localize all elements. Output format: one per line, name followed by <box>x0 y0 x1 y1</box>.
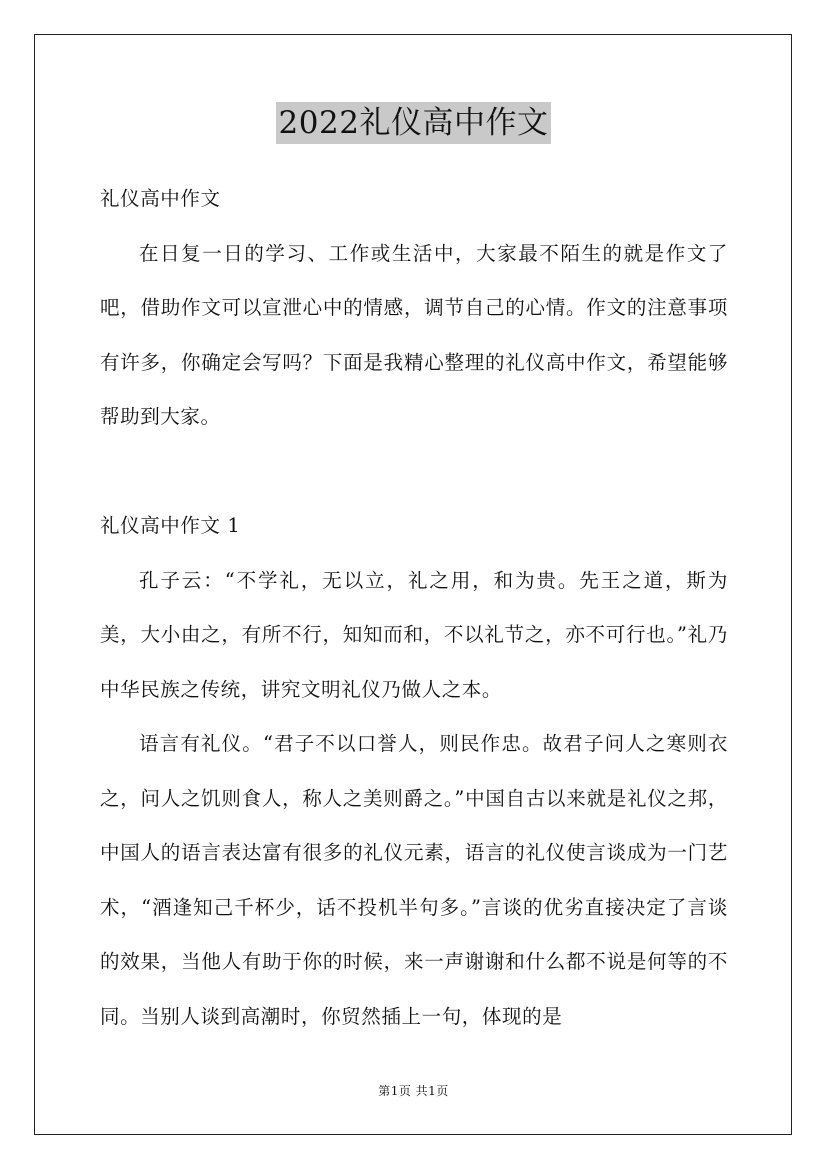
document-title-text: 2022礼仪高中作文 <box>276 102 552 144</box>
page-number-footer: 第1页 共1页 <box>378 1084 449 1098</box>
section-heading-1: 礼仪高中作文 1 <box>100 514 241 537</box>
paragraph-spacer <box>100 445 728 500</box>
document-title <box>0 102 827 144</box>
document-subtitle: 礼仪高中作文 <box>100 187 221 210</box>
section-1-paragraph-2: 语言有礼仪。“君子不以口誉人，则民作忠。故君子问人之寒则衣之，问人之饥则食人，称人之美则爵之。”中国自古以来就是礼仪之邦，中国人的语言表达富有很多的礼仪元素，语言的礼仪使言谈成为一门艺术，“酒逢知己千杯少，话不投机半句多。”言谈的优劣直接决定了言谈的效果，当他人有助于你的时候，来一声谢谢和什么都不说是何等的不同。当别人谈到高潮时，你贸然插上一句，体现的是 <box>100 732 728 1028</box>
document-body <box>100 172 728 1044</box>
intro-paragraph: 在日复一日的学习、工作或生活中，大家最不陌生的就是作文了吧，借助作文可以宣泄心中的情感，调节自己的心情。作文的注意事项有许多，你确定会写吗？下面是我精心整理的礼仪高中作文，希望能够帮助到大家。 <box>100 241 728 428</box>
section-1-paragraph-1: 孔子云：“不学礼，无以立，礼之用，和为贵。先王之道，斯为美，大小由之，有所不行，知知而和，不以礼节之，亦不可行也。”礼乃中华民族之传统，讲究文明礼仪乃做人之本。 <box>100 568 728 701</box>
